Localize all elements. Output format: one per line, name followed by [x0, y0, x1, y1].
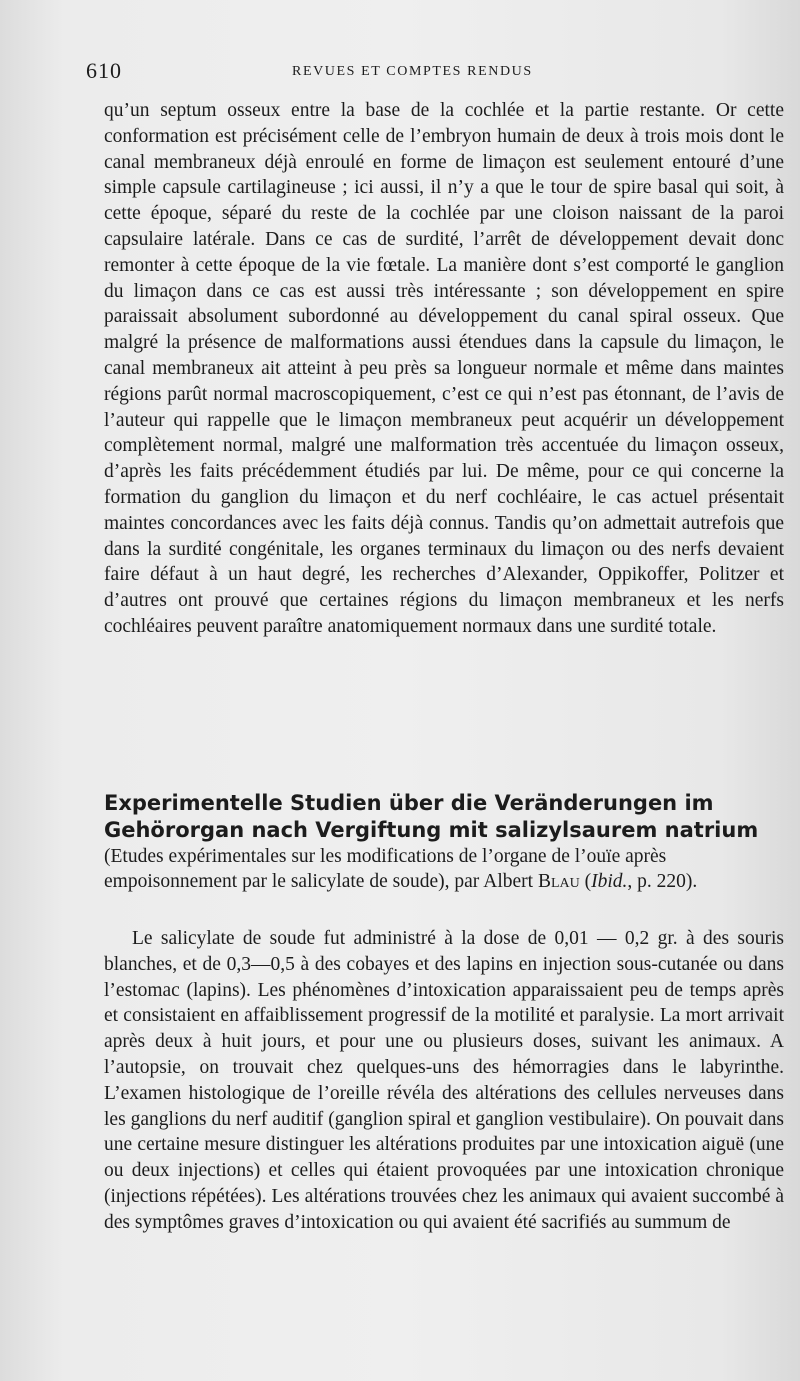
article-heading	[104, 790, 784, 894]
article-title: Experimentelle Studien über die Veränderungen im Gehörorgan nach Vergiftung mit salizylsaurem natrium	[104, 791, 759, 842]
running-head: REVUES ET COMPTES RENDUS	[292, 64, 533, 79]
article-byline	[483, 871, 697, 892]
citation-rest: , p. 220).	[627, 871, 698, 892]
author-first-name: Albert	[483, 871, 534, 892]
page-number: 610	[86, 58, 122, 83]
article-abstract: Le salicylate de soude fut administré à la dose de 0,01 — 0,2 gr. à des souris blanches, et de 0,3—0,5 à des cobayes et des lapins en injection sous-cutanée ou dans l’estomac (lapins). Les phénomènes d’intoxication apparaissaient peu de temps après et consistaient en affaiblissement progressif de la motilité et paralysie. La mort arrivait après deux à huit jours, et pour une ou plusieurs doses, suivant les animaux. A l’autopsie, on trouvait chez quelques-uns des hémorragies dans le labyrinthe. L’examen histologique de l’oreille révéla des altérations des cellules nerveuses dans les ganglions du nerf auditif (ganglion spiral et ganglion vestibulaire). On pouvait dans une certaine mesure distinguer les altérations produites par une intoxication aiguë (une ou deux injections) et celles qui étaient provoquées par une intoxication chronique (injections répétées). Les altérations trouvées chez les animaux qui avaient succombé à des symptômes graves d’intoxication ou qui avaient été sacrifiés au summum de	[104, 928, 784, 1233]
article-translation: (Etudes expérimentales sur les modifications de l’organe de l’ouïe après empoisonnement par le salicylate de soude), par	[104, 846, 667, 892]
page-header	[86, 58, 776, 88]
author-last-name: Blau	[537, 871, 580, 892]
citation-open: (	[579, 871, 592, 892]
citation-source: Ibid.	[591, 871, 628, 892]
review-paragraph: qu’un septum osseux entre la base de la cochlée et la partie restante. Or cette conformation est précisément celle de l’embryon humain de deux à trois mois dont le canal membraneux déjà enroulé en forme de limaçon est seulement entouré d’une simple capsule cartilagineuse ; ici aussi, il n’y a que le tour de spire basal qui soit, à cette époque, séparé du reste de la cochlée par une cloison naissant de la paroi capsulaire latérale. Dans ce cas de surdité, l’arrêt de développement devait donc remonter à cette époque de la vie fœtale. La manière dont s’est comporté le ganglion du limaçon dans ce cas est aussi très intéressante ; son développement en spire paraissait absolument subordonné au développement du canal spiral osseux. Que malgré la présence de malformations aussi étendues dans la capsule du limaçon, le canal membraneux ait atteint à peu près sa longueur normale et même dans maintes régions parût normal macroscopiquement, c’est ce qui n’est pas étonnant, de l’avis de l’auteur qui rappelle que le limaçon membraneux peut acquérir un développement complètement normal, malgré une malformation très accentuée du limaçon osseux, d’après les faits précédemment étudiés par lui. De même, pour ce qui concerne la formation du ganglion du limaçon et du nerf cochléaire, le cas actuel présentait maintes concordances avec les faits déjà connus. Tandis qu’on admettait autrefois que dans la surdité congénitale, les organes terminaux du limaçon ou des nerfs devaient faire défaut à un haut degré, les recherches d’Alexander, Oppikoffer, Politzer et d’autres ont prouvé que certaines régions du limaçon membraneux et les nerfs cochléaires peuvent paraître anatomiquement normaux dans une surdité totale.	[104, 100, 784, 637]
